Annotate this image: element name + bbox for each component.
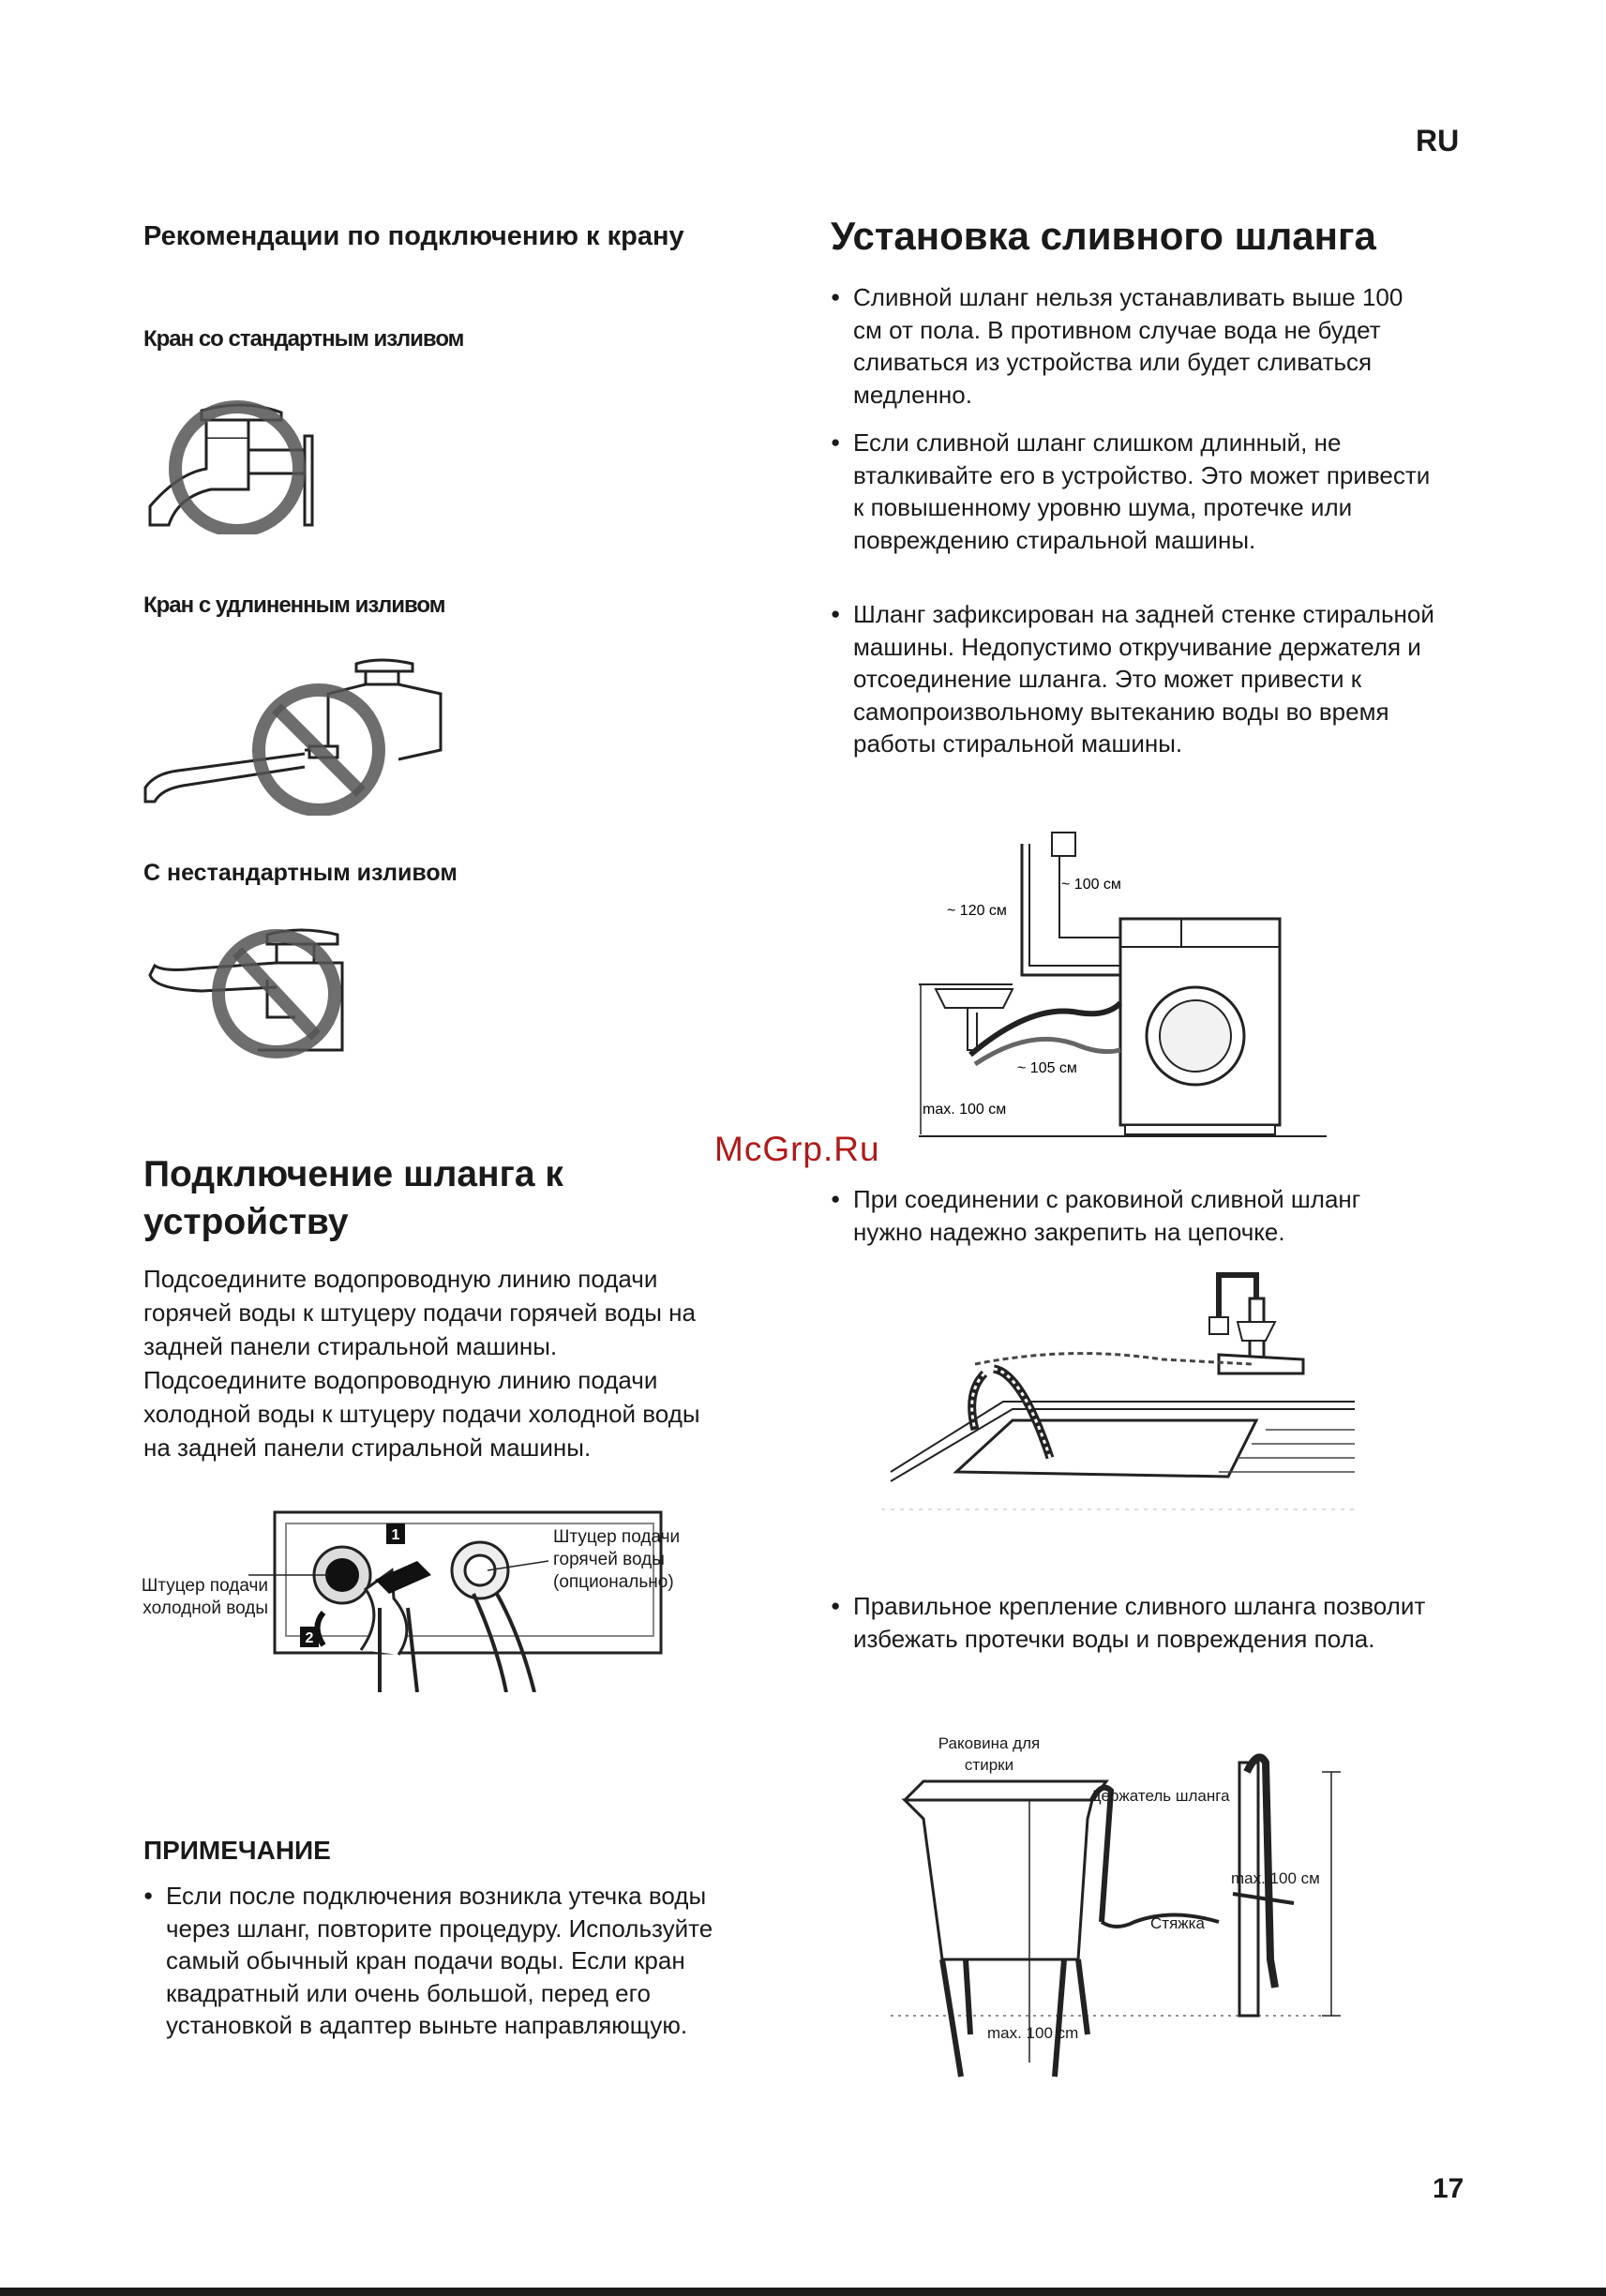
note-text: ● Если после подключения возникла утечка воды через шланг, повторите процедуру. Используйте самый обычный кран подачи воды. Если кран квадратный или очень большой, перед его установкой в адаптер выньте направляющую. [143, 1880, 775, 2042]
note-title: ПРИМЕЧАНИЕ [143, 1836, 331, 1865]
dim-105-label: ~ 105 см [1017, 1060, 1077, 1076]
step-1-badge: 1 [391, 1527, 400, 1543]
sink-chain-diagram [881, 1261, 1369, 1533]
faucet-standard-label: Кран со стандартным изливом [143, 326, 464, 352]
watermark: McGrp.Ru [714, 1130, 880, 1168]
page-number: 17 [1433, 2173, 1464, 2204]
faucet-long-illustration [141, 656, 450, 816]
hose-instructions: Подсоедините водопроводную линию подачи горячей воды к штуцеру подачи горячей воды на задней панели стиральной машины. Подсоедините водопроводную линию подачи холодной воды к штуцеру подачи холодной воды на задней панели стиральной машины. [143, 1265, 700, 1462]
faucet-long-label: Кран с удлиненным изливом [143, 593, 445, 618]
floor-bullet: ● Правильное крепление сливного шланга позволит избежать протечки воды и повреждения пола. [831, 1590, 1434, 1655]
dim-120-label: ~ 120 см [947, 903, 1007, 919]
max-height-right-label: max. 100 см [1231, 1869, 1320, 1887]
faucet-nonstandard-label: С нестандартным изливом [143, 860, 458, 886]
hose-holder-label: Держатель шланга [1090, 1787, 1230, 1805]
step-2-badge: 2 [305, 1630, 314, 1646]
drain-bullet-3: ● Шланг зафиксирован на задней стенке стиральной машины. Недопустимо откручивание держателя и отсоединение шланга. Это может привести к самопроизвольному вытеканию воды во время работы стиральной машины. [831, 598, 1434, 760]
bottom-rule [0, 2288, 1606, 2296]
drain-bullet-2: ● Если сливной шланг слишком длинный, не вталкивайте его в устройство. Это может привести к повышенному уровню шума, протечке или повреждению стиральной машины. [831, 427, 1434, 556]
cold-inlet-label: Штуцер подачи холодной воды [141, 1576, 268, 1618]
hot-inlet-label: Штуцер подачи горячей воды (опционально) [553, 1527, 681, 1592]
tie-label: Стяжка [1150, 1914, 1205, 1932]
laundry-tub-diagram [891, 1725, 1359, 2081]
max-height-left-label: max. 100 cm [987, 2024, 1079, 2042]
drain-section-title: Установка сливного шланга [831, 214, 1376, 258]
sink-bullet: ● При соединении с раковиной сливной шланг нужно надежно закрепить на цепочке. [831, 1183, 1434, 1248]
drain-bullet-1: ● Сливной шланг нельзя устанавливать выше 100 см от пола. В противном случае вода не будет сливаться из устройства или будет сливаться медленно. [831, 281, 1434, 411]
hose-section-title: Подключение шланга к устройству [143, 1154, 563, 1242]
faucet-standard-illustration [141, 384, 328, 534]
dim-max-label: max. 100 см [923, 1102, 1007, 1118]
faucet-nonstandard-illustration [145, 923, 361, 1064]
tub-label: Раковина для стирки [938, 1734, 1041, 1774]
faucet-section-title: Рекомендации по подключению к крану [143, 221, 684, 251]
drain-height-diagram [909, 825, 1341, 1144]
dim-100-label: ~ 100 см [1061, 877, 1121, 893]
language-tag: RU [1416, 124, 1460, 158]
